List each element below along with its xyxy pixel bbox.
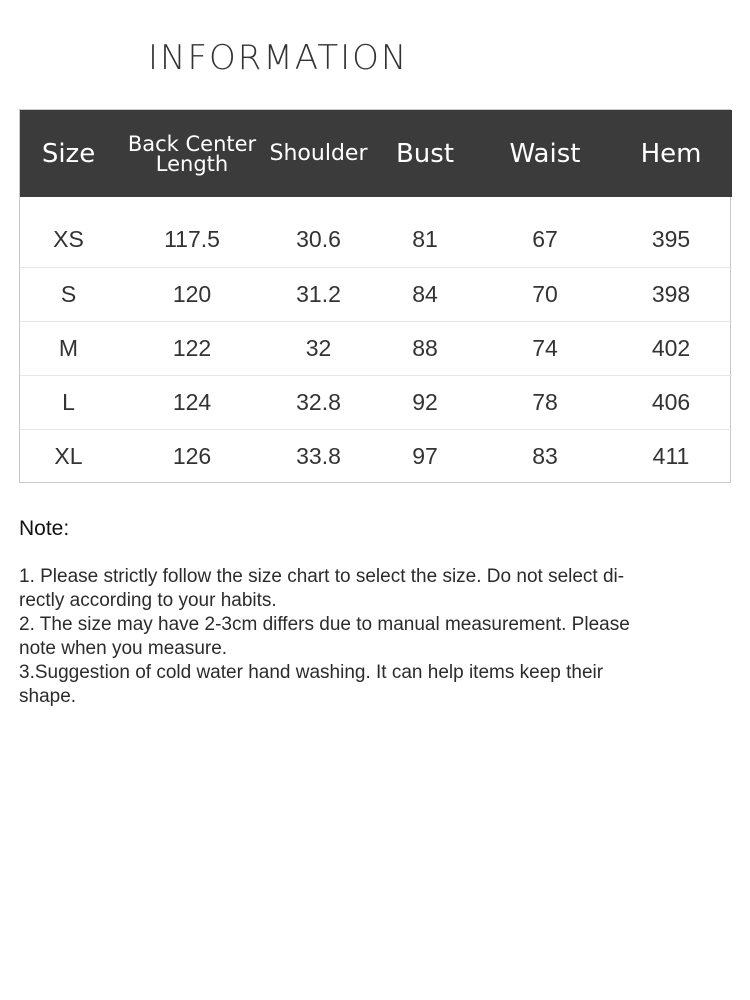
table-row [20, 429, 732, 483]
note-line: 1. Please strictly follow the size chart to select the size. Do not select di- [19, 566, 625, 587]
table-row [20, 213, 732, 267]
cell-waist: 83 [532, 442, 558, 469]
note-line: shape. [19, 686, 77, 707]
table-spacer [20, 197, 732, 213]
cell-bust: 88 [370, 321, 480, 375]
cell-back-center-length: 122 [117, 321, 267, 375]
size-chart-table [19, 109, 731, 483]
cell-shoulder: 32 [267, 321, 370, 375]
size-table [20, 110, 732, 483]
cell-bust: 84 [370, 267, 480, 321]
header-size: Size [41, 138, 96, 169]
header-hem: Hem [640, 138, 702, 169]
cell-waist: 78 [480, 375, 610, 429]
table-header-row [20, 110, 732, 197]
cell-bust: 81 [370, 213, 480, 267]
cell-waist: 74 [480, 321, 610, 375]
header-shoulder: Shoulder [269, 140, 368, 166]
header-waist: Waist [509, 138, 581, 169]
page-title: INFORMATION [148, 38, 409, 78]
note-list [19, 565, 719, 709]
cell-waist: 67 [480, 213, 610, 267]
header-bust: Bust [395, 138, 455, 169]
note-title: Note: [19, 517, 70, 540]
header-back-center-length-line1: Back Center [127, 131, 257, 156]
table-row [20, 267, 732, 321]
cell-shoulder: 33.8 [296, 442, 341, 469]
cell-shoulder: 30.6 [267, 213, 370, 267]
cell-back-center-length: 126 [172, 442, 212, 469]
cell-hem: 406 [610, 375, 732, 429]
cell-size: L [20, 375, 117, 429]
cell-size: M [20, 321, 117, 375]
cell-shoulder: 32.8 [267, 375, 370, 429]
table-row [20, 375, 732, 429]
header-back-center-length-line2: Length [155, 151, 229, 176]
table-row [20, 321, 732, 375]
note-line: rectly according to your habits. [19, 590, 277, 611]
cell-shoulder: 31.2 [267, 267, 370, 321]
cell-size: S [20, 267, 117, 321]
cell-back-center-length: 124 [117, 375, 267, 429]
note-line: note when you measure. [19, 638, 228, 659]
cell-waist: 70 [480, 267, 610, 321]
cell-hem: 398 [610, 267, 732, 321]
header-back-center-length [117, 110, 267, 197]
cell-back-center-length: 117.5 [117, 213, 267, 267]
cell-bust: 97 [412, 442, 438, 469]
cell-hem: 402 [610, 321, 732, 375]
cell-size: XL [54, 442, 83, 469]
cell-hem: 395 [610, 213, 732, 267]
note-line: 2. The size may have 2-3cm differs due to manual measurement. Please [19, 614, 630, 635]
cell-back-center-length: 120 [117, 267, 267, 321]
cell-bust: 92 [370, 375, 480, 429]
cell-hem: 411 [652, 442, 690, 469]
cell-size: XS [20, 213, 117, 267]
note-line: 3.Suggestion of cold water hand washing. It can help items keep their [19, 662, 604, 683]
